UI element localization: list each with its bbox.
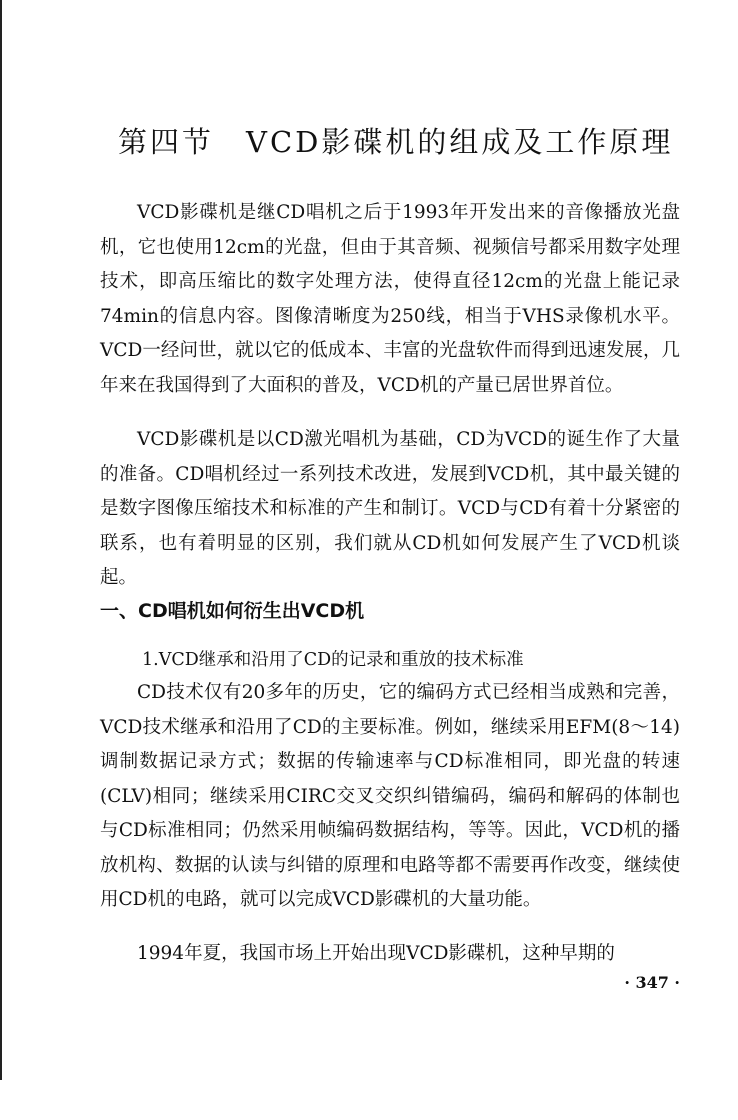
section-title-text: VCD影碟机的组成及工作原理: [246, 125, 674, 159]
subsection-heading-1: 1.VCD继承和沿用了CD的记录和重放的技术标准: [142, 650, 524, 670]
body-paragraph-1: VCD影碟机是继CD唱机之后于1993年开发出来的音像播放光盘机，它也使用12cm的光盘，但由于其音频、视频信号都采用数字处理技术，即高压缩比的数字处理方法，使得直径12cm的光盘上能记录74min的信息内容。图像清晰度为250线，相当于VHS录像机水平。VCD一经问世，就以它的低成本、丰富的光盘软件而得到迅速发展，几年来在我国得到了大面积的普及，VCD机的产量已居世界首位。: [100, 202, 680, 396]
body-paragraph-2: VCD影碟机是以CD激光唱机为基础，CD为VCD的诞生作了大量的准备。CD唱机经过一系列技术改进，发展到VCD机，其中最关键的是数字图像压缩技术和标准的产生和制订。VCD与CD有着十分紧密的联系，也有着明显的区别，我们就从CD机如何发展产生了VCD机谈起。: [100, 429, 680, 588]
body-paragraph-3: CD技术仅有20多年的历史，它的编码方式已经相当成熟和完善，VCD技术继承和沿用了CD的主要标准。例如，继续采用EFM(8～14)调制数据记录方式；数据的传输速率与CD标准相同，即光盘的转速(CLV)相同；继续采用CIRC交叉交织纠错编码，编码和解码的体制也与CD标准相同；仍然采用帧编码数据结构，等等。因此，VCD机的播放机构、数据的认读与纠错的原理和电路等都不需要再作改变，继续使用CD机的电路，就可以完成VCD影碟机的大量功能。: [100, 682, 680, 910]
section-number: 第四节: [118, 125, 215, 159]
page-number: · 347 ·: [624, 973, 680, 992]
section-heading-1: 一、CD唱机如何衍生出VCD机: [100, 600, 365, 622]
section-title: [118, 120, 678, 161]
body-paragraph-4: 1994年夏，我国市场上开始出现VCD影碟机，这种早期的: [137, 943, 615, 964]
